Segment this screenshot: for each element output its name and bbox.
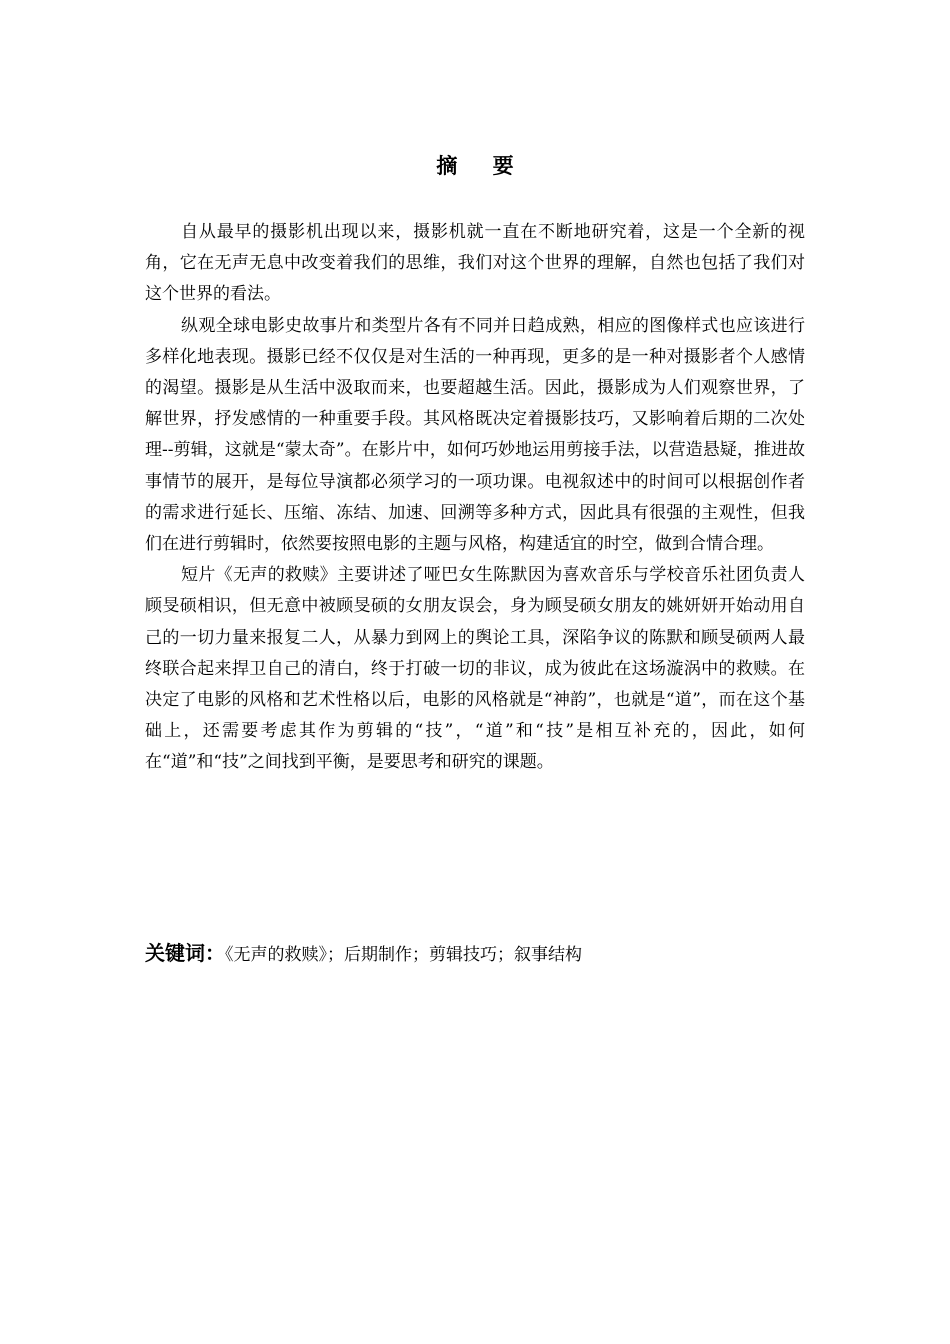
abstract-paragraph-1: 自从最早的摄影机出现以来，摄影机就一直在不断地研究着，这是一个全新的视角，它在无声无息中改变着我们的思维，我们对这个世界的理解，自然也包括了我们对这个世界的看法。	[145, 222, 805, 305]
abstract-body	[145, 217, 805, 779]
abstract-paragraph-3: 短片《无声的救赎》主要讲述了哑巴女生陈默因为喜欢音乐与学校音乐社团负责人顾旻硕相识，但无意中被顾旻硕的女朋友误会，身为顾旻硕女朋友的姚妍妍开始动用自己的一切力量来报复二人，从暴力到网上的舆论工具，深陷争议的陈默和顾旻硕两人最终联合起来捍卫自己的清白，终于打破一切的非议，成为彼此在这场漩涡中的救赎。在决定了电影的风格和艺术性格以后，电影的风格就是“神韵”，也就是“道”，而在这个基础上，还需要考虑其作为剪辑的“技”，“道”和“技”是相互补充的，因此，如何在“道”和“技”之间找到平衡，是要思考和研究的课题。	[145, 565, 805, 773]
keywords-line	[145, 938, 805, 970]
abstract-title: 摘 要	[436, 154, 528, 178]
abstract-paragraph-2: 纵观全球电影史故事片和类型片各有不同并日趋成熟，相应的图像样式也应该进行多样化地表现。摄影已经不仅仅是对生活的一种再现，更多的是一种对摄影者个人感情的渴望。摄影是从生活中汲取而来，也要超越生活。因此，摄影成为人们观察世界，了解世界，抒发感情的一种重要手段。其风格既决定着摄影技巧，又影响着后期的二次处理--剪辑，这就是“蒙太奇”。在影片中，如何巧妙地运用剪接手法，以营造悬疑，推进故事情节的展开，是每位导演都必须学习的一项功课。电视叙述中的时间可以根据创作者的需求进行延长、压缩、冻结、加速、回溯等多种方式，因此具有很强的主观性，但我们在进行剪辑时，依然要按照电影的主题与风格，构建适宜的时空，做到合情合理。	[145, 315, 805, 555]
keywords-text: 《无声的救赎》；后期制作；剪辑技巧；叙事结构	[225, 945, 582, 965]
keywords-label: 关键词：	[145, 941, 225, 965]
